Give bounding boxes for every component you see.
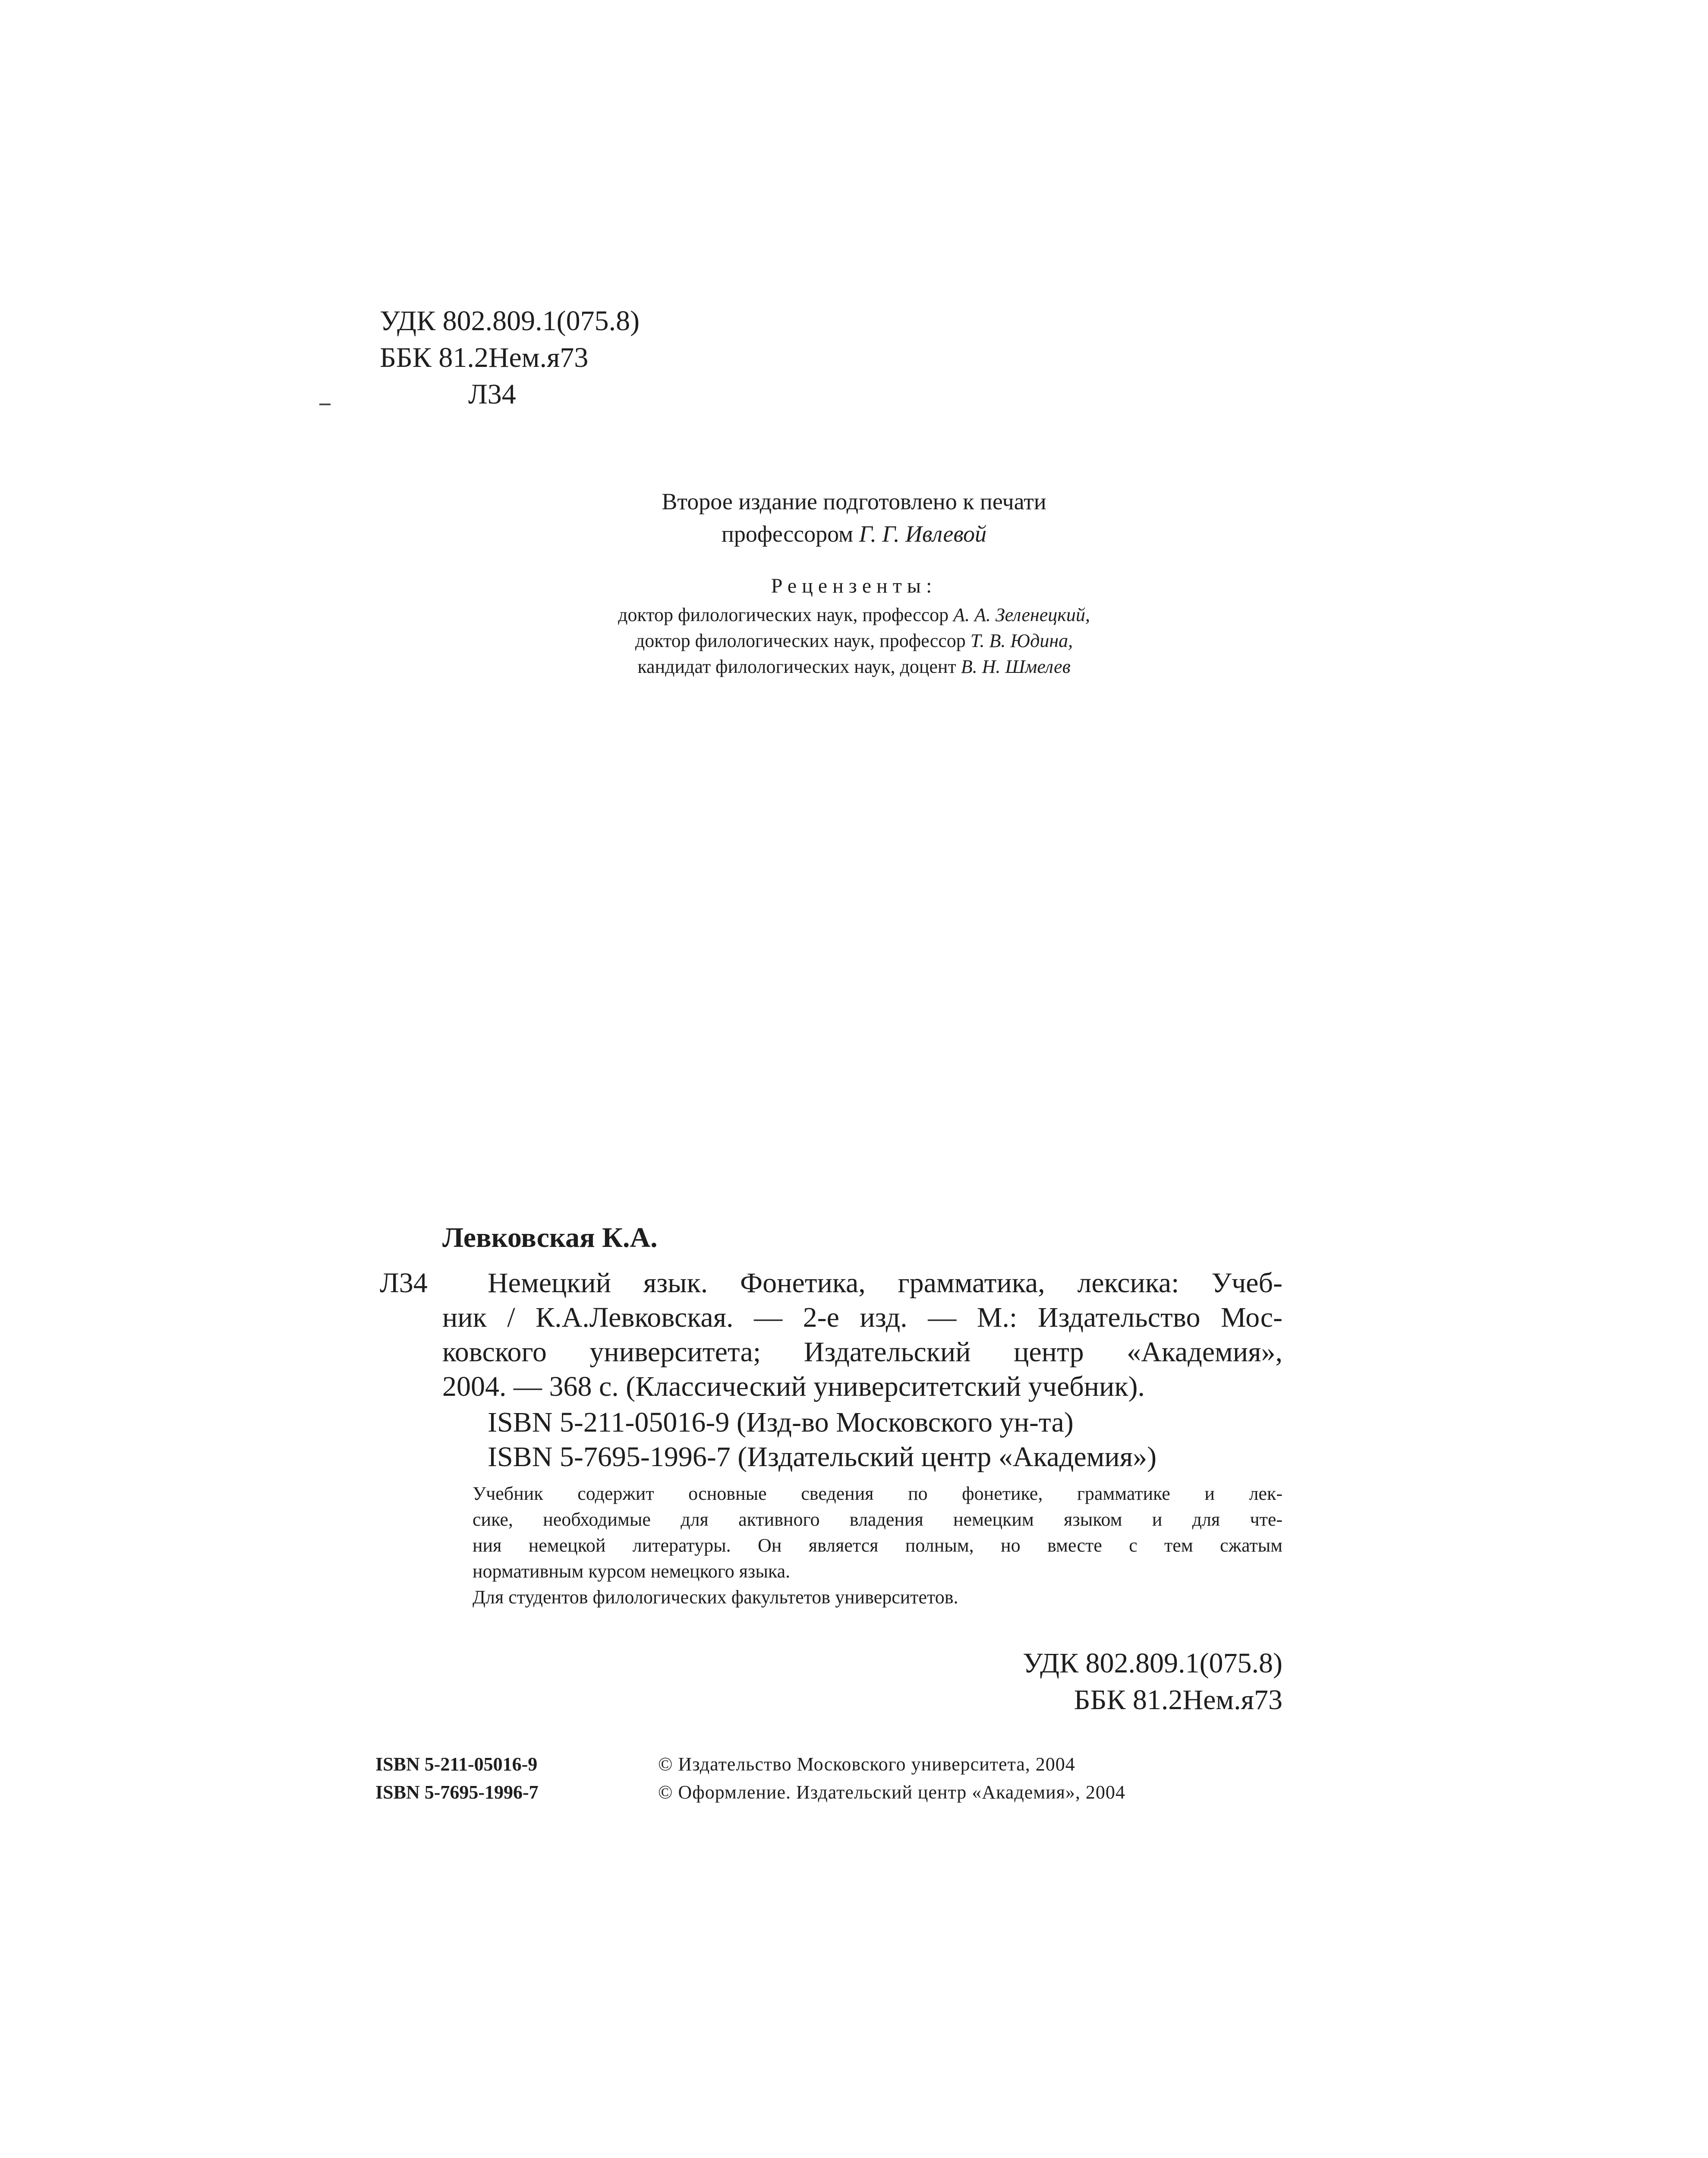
udk-bottom: УДК 802.809.1(075.8) <box>1022 1647 1283 1679</box>
edition-prefix: профессором <box>721 521 854 547</box>
copyright-isbn-1: ISBN 5-211-05016-9 <box>375 1754 538 1775</box>
author-heading: Левковская К.А. <box>442 1222 658 1253</box>
margin-dash <box>319 404 331 405</box>
edition-line-2 <box>0 518 1708 550</box>
reviewer-1 <box>0 602 1708 628</box>
annotation-line-2: сике, необходимые для активного владения немецким языком и для чте- <box>473 1509 1283 1530</box>
reviewer-2 <box>0 628 1708 654</box>
reviewer-role: доктор филологических наук, профессор <box>635 630 966 651</box>
reviewer-role: кандидат филологических наук, доцент <box>637 656 956 677</box>
annotation-line-4: нормативным курсом немецкого языка. <box>473 1561 791 1582</box>
annotation-line-3: ния немецкой литературы. Он является полным, но вместе с тем сжатым <box>473 1535 1283 1556</box>
author-code-top: Л34 <box>468 379 516 410</box>
bbk-bottom: ББК 81.2Нем.я73 <box>1074 1684 1283 1716</box>
copyright-isbn-2: ISBN 5-7695-1996-7 <box>375 1782 539 1803</box>
udk-top: УДК 802.809.1(075.8) <box>380 305 640 337</box>
edition-line-1: Второе издание подготовлено к печати <box>662 489 1046 514</box>
record-line-1: Немецкий язык. Фонетика, грамматика, лексика: Учеб- <box>488 1267 1283 1299</box>
record-line-3: ковского университета; Издательский центр «Академия», <box>442 1336 1283 1368</box>
reviewer-name: А. А. Зеленецкий, <box>953 604 1090 625</box>
record-line-4: 2004. — 368 с. (Классический университетский учебник). <box>442 1371 1145 1402</box>
bbk-top: ББК 81.2Нем.я73 <box>380 342 589 373</box>
reviewer-name: Т. В. Юдина, <box>970 630 1073 651</box>
annotation-line-1: Учебник содержит основные сведения по фонетике, грамматике и лек- <box>473 1483 1283 1504</box>
copyright-text-1: © Издательство Московского университета, 2004 <box>658 1754 1075 1775</box>
reviewer-3 <box>0 654 1708 680</box>
editor-name: Г. Г. Ивлевой <box>859 521 987 547</box>
reviewers-title: Рецензенты: <box>771 574 937 597</box>
copyright-text-2: © Оформление. Издательский центр «Академия», 2004 <box>658 1782 1125 1803</box>
author-code: Л34 <box>380 1267 428 1299</box>
annotation-audience: Для студентов филологических факультетов университетов. <box>473 1587 958 1608</box>
reviewer-name: В. Н. Шмелев <box>961 656 1071 677</box>
reviewer-role: доктор филологических наук, профессор <box>618 604 949 625</box>
record-isbn-2: ISBN 5-7695-1996-7 (Издательский центр «Академия») <box>488 1441 1157 1473</box>
record-line-2: ник / К.А.Левковская. — 2-е изд. — М.: Издательство Мос- <box>442 1302 1283 1333</box>
record-isbn-1: ISBN 5-211-05016-9 (Изд-во Московского ун-та) <box>488 1407 1074 1438</box>
